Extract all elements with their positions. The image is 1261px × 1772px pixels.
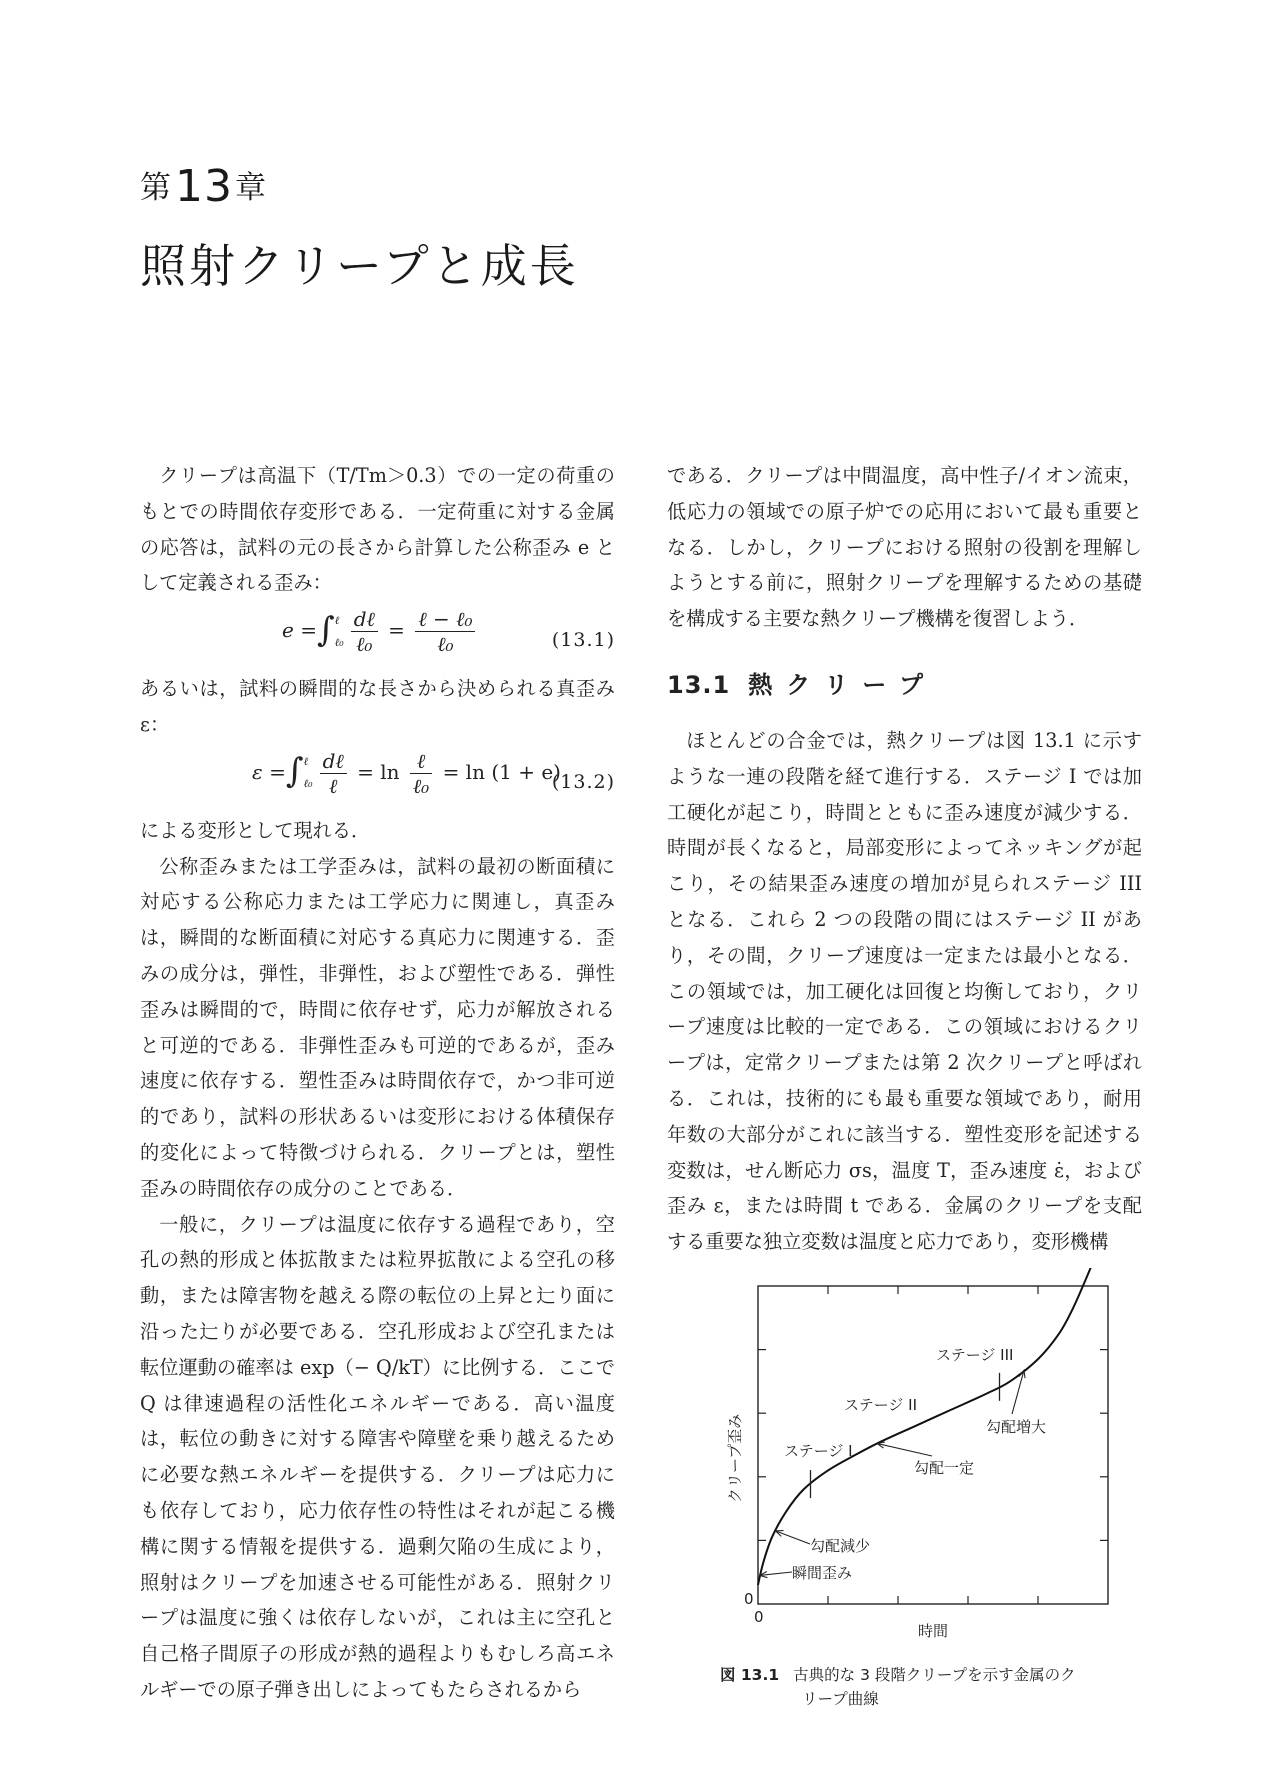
caption-line-1: 古典的な 3 段階クリープを示す金属のク bbox=[793, 1666, 1076, 1684]
caption-number: 図 13.1 bbox=[720, 1666, 780, 1684]
arrow-decreasing-slope bbox=[776, 1531, 811, 1544]
eq2-lower: ℓ₀ bbox=[303, 777, 313, 791]
section-title: 熱クリープ bbox=[748, 670, 938, 699]
annotation-stage-1: ステージ I bbox=[784, 1442, 853, 1460]
creep-curve-line bbox=[758, 1268, 1098, 1585]
eq1-den1: ℓ₀ bbox=[356, 632, 373, 657]
arrow-constant-slope bbox=[877, 1443, 932, 1456]
eq1-num1: dℓ bbox=[351, 607, 378, 632]
eq2-tail: = ln (1 + e) bbox=[442, 759, 561, 784]
section-number: 13.1 bbox=[667, 670, 731, 699]
right-paragraph-2: ほとんどの合金では，熱クリープは図 13.1 に示すような一連の段階を経て進行する．ステージ I では加工硬化が起こり，時間とともに歪み速度が減少する．時間が長くなると，局部変形によってネッキングが起こり，その結果歪み速度の増加が見られステージ III となる．これら 2 つの段階の間にはステージ II があり，その間，クリープ速度は一定または最小となる．この領域では，加工硬化は回復と均衡しており，クリープ速度は比較的一定である．この領域におけるクリープは，定常クリープまたは第 2 次クリープと呼ばれる．これは，技術的にも最も重要な領域であり，耐用年数の大部分がこれに該当する．塑性変形を記述する変数は，せん断応力 σs，温度 T，歪み速度 ε̇，および歪み ε，または時間 t である．金属のクリープを支配する重要な独立変数は温度と応力であり，変形機構 bbox=[667, 728, 1142, 1254]
eq1-number: (13.1) bbox=[551, 629, 615, 652]
annotation-decreasing-slope: 勾配減少 bbox=[810, 1537, 871, 1555]
eq1-lhs: e bbox=[282, 618, 294, 643]
eq1-den2: ℓ₀ bbox=[437, 632, 454, 657]
annotation-increasing-slope: 勾配増大 bbox=[986, 1418, 1047, 1436]
section-heading bbox=[667, 665, 1142, 705]
right-paragraph-1: である．クリープは中間温度，高中性子/イオン流束，低応力の領域での原子炉での応用において最も重要となる．しかし，クリープにおける照射の役割を理解しようとする前に，照射クリープを理解するための基礎を構成する主要な熱クリープ機構を復習しよう． bbox=[667, 464, 1142, 631]
eq2-num2: ℓ bbox=[410, 749, 432, 774]
chapter-suffix: 章 bbox=[235, 170, 268, 206]
chapter-label bbox=[140, 158, 268, 212]
eq2-den1: ℓ bbox=[328, 773, 338, 798]
y-origin-label: 0 bbox=[744, 1590, 754, 1608]
y-axis-label: クリープ歪み bbox=[726, 1413, 744, 1503]
left-paragraph-3: による変形として現れる． bbox=[140, 818, 371, 842]
annotation-instant-strain: 瞬間歪み bbox=[792, 1564, 853, 1582]
chapter-number: 13 bbox=[175, 161, 233, 212]
eq2-mid: = ln bbox=[357, 759, 400, 784]
chapter-title: 照射クリープと成長 bbox=[140, 239, 579, 293]
eq2-number: (13.2) bbox=[551, 770, 615, 793]
x-axis-label: 時間 bbox=[918, 1622, 949, 1640]
x-origin-label: 0 bbox=[754, 1608, 764, 1626]
left-paragraph-1: クリープは高温下（T/Tm＞0.3）での一定の荷重のもとでの時間依存変形である．一定荷重に対する金属の応答は，試料の元の長さから計算した公称歪み e として定義される歪み： bbox=[140, 464, 615, 595]
eq2-upper: ℓ bbox=[303, 755, 309, 769]
right-column bbox=[667, 458, 1142, 1260]
equation-13-2: ε =∫ ℓ ℓ₀ $\frac{\text{dℓ}}{\text{ℓ}}$ = ln $\frac{\text{ℓ}}{\text{ℓ₀}}$ = ln (1 + e) (13.2) bbox=[140, 743, 615, 813]
eq1-lower: ℓ₀ bbox=[334, 635, 344, 649]
stage-boundary-marks bbox=[811, 1373, 1000, 1498]
figure-caption bbox=[720, 1663, 1140, 1711]
annotation-constant-slope: 勾配一定 bbox=[914, 1459, 975, 1477]
creep-curve-figure bbox=[710, 1268, 1130, 1658]
annotation-stage-2: ステージ II bbox=[844, 1396, 918, 1414]
eq1-upper: ℓ bbox=[334, 613, 340, 627]
left-column bbox=[140, 458, 615, 1708]
equation-13-1: e =∫ ℓ ℓ₀ $\frac{\text{dℓ}}{\text{ℓ₀}}$ = $\frac{\text{ℓ − ℓ₀}}{\text{ℓ₀}}$ (13.1) bbox=[140, 601, 615, 671]
caption-line-2: リープ曲線 bbox=[802, 1690, 879, 1708]
eq1-num2: ℓ − ℓ₀ bbox=[415, 607, 475, 632]
left-paragraph-4: 公称歪みまたは工学歪みは，試料の最初の断面積に対応する公称応力または工学応力に関連し，真歪みは，瞬間的な断面積に対応する真応力に関連する．歪みの成分は，弾性，非弾性，および塑性である．弾性歪みは瞬間的で，時間に依存せず，応力が解放されると可逆的である．非弾性歪みも可逆的であるが，歪み速度に依存する．塑性歪みは時間依存で，かつ非可逆的であり，試料の形状あるいは変形における体積保存的変化によって特徴づけられる．クリープとは，塑性歪みの時間依存の成分のことである． bbox=[140, 854, 615, 1200]
annotation-stage-3: ステージ III bbox=[936, 1346, 1014, 1364]
eq2-lhs: ε bbox=[252, 759, 263, 784]
eq2-den2: ℓ₀ bbox=[412, 773, 430, 798]
left-paragraph-5: 一般に，クリープは温度に依存する過程であり，空孔の熱的形成と体拡散または粒界拡散による空孔の移動，または障害物を越える際の転位の上昇と辷り面に沿った辷りが必要である．空孔形成および空孔または転位運動の確率は exp（− Q/kT）に比例する．ここで Q は律速過程の活性化エネルギーである．高い温度は，転位の動きに対する障害や障壁を乗り越えるために必要な熱エネルギーを提供する．クリープは応力にも依存しており，応力依存性の特性はそれが起こる機構に関する情報を提供する．過剰欠陥の生成により，照射はクリープを加速させる可能性がある．照射クリープは温度に強くは依存しないが，これは主に空孔と自己格子間原子の形成が熱的過程よりもむしろ高エネルギーでの原子弾き出しによってもたらされるから bbox=[140, 1212, 615, 1701]
left-paragraph-2: あるいは，試料の瞬間的な長さから決められる真歪み ε： bbox=[140, 677, 615, 736]
chapter-prefix: 第 bbox=[140, 170, 173, 206]
eq2-num1: dℓ bbox=[320, 749, 347, 774]
